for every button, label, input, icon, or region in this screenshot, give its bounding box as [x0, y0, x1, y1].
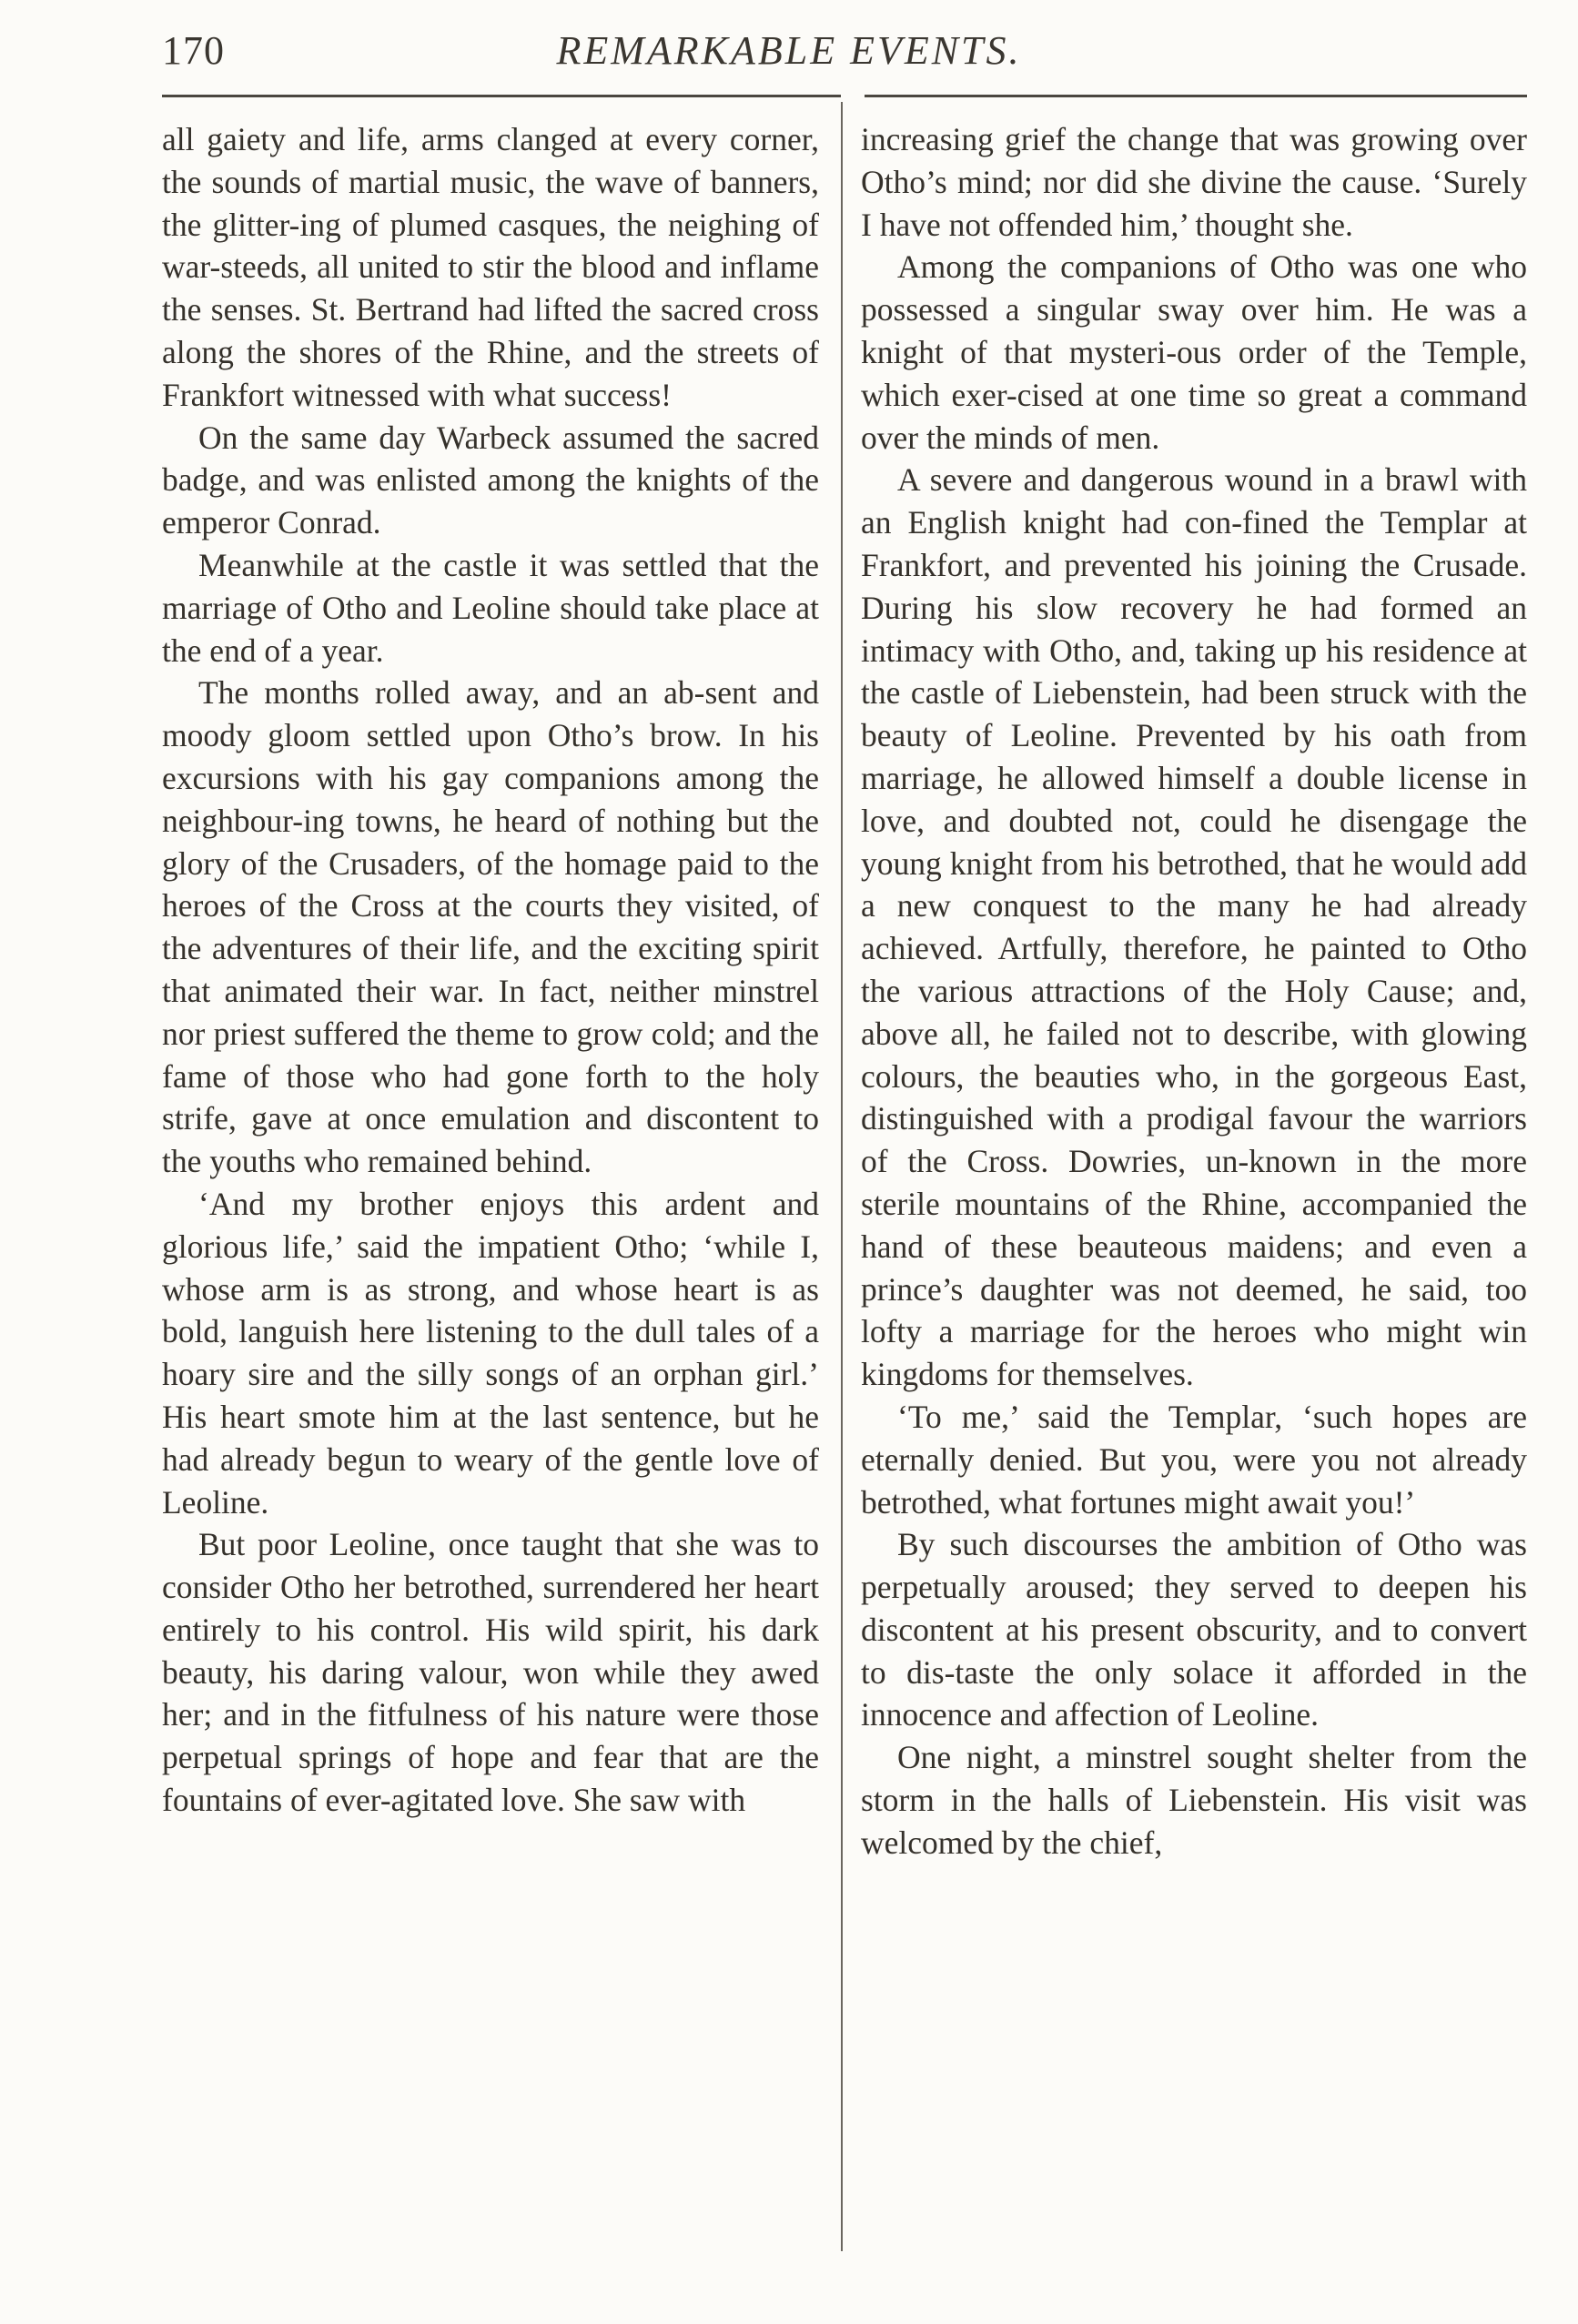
- paragraph: But poor Leoline, once taught that she was to consider Otho her betrothed, surrendered her heart entirely to his control. His wild spirit, his dark beauty, his daring valour, won while they awed her; and in the fitfulness of his nature were those perpetual springs of hope and fear that are the fountains of ever-agitated love. She saw with: [162, 1526, 819, 1819]
- paragraph: The months rolled away, and an ab-sent and moody gloom settled upon Otho’s brow. In his excursions with his gay companions among the neighbour-ing towns, he heard of nothing but the glory of the Crusaders, of the homage paid to the heroes of the Cross at the courts they visited, of the adventures of their life, and the exciting spirit that animated their war. In fact, neither minstrel nor priest suffered the theme to grow cold; and the fame of those who had gone forth to the holy strife, gave at once emulation and discontent to the youths who remained behind.: [162, 674, 819, 1180]
- paragraph: all gaiety and life, arms clanged at every corner, the sounds of martial music, the wave of banners, the glitter-ing of plumed casques, the neighing of war-steeds, all united to stir the blood and inflame the senses. St. Bertrand had lifted the sacred cross along the shores of the Rhine, and the streets of Frankfort witnessed with what success!: [162, 121, 819, 413]
- paragraph: One night, a minstrel sought shelter from the storm in the halls of Liebenstein. His visit was welcomed by the chief,: [861, 1739, 1527, 1861]
- paragraph: ‘To me,’ said the Templar, ‘such hopes are eternally denied. But you, were you not already betrothed, what fortunes might await you!’: [861, 1398, 1527, 1521]
- paragraph: Among the companions of Otho was one who possessed a singular sway over him. He was a knight of that mysteri-ous order of the Temple, which exer-cised at one time so great a command over the minds of men.: [861, 248, 1527, 456]
- column-divider: [841, 102, 843, 2251]
- header-rule-left: [162, 95, 841, 97]
- paragraph: Meanwhile at the castle it was settled that the marriage of Otho and Leoline should take place at the end of a year.: [162, 546, 819, 669]
- paragraph: On the same day Warbeck assumed the sacred badge, and was enlisted among the knights of the emperor Conrad.: [162, 419, 819, 541]
- paragraph: A severe and dangerous wound in a brawl with an English knight had con-fined the Templar at Frankfort, and prevented his joining the Crusade. During his slow recovery he had formed an intimacy with Otho, and, taking up his residence at the castle of Liebenstein, had been struck with the beauty of Leoline. Prevented by his oath from marriage, he allowed himself a double license in love, and doubted not, could he disengage the young knight from his betrothed, that he would add a new conquest to the many he had already achieved. Artfully, therefore, he painted to Otho the various attractions of the Holy Cause; and, above all, he failed not to describe, with glowing colours, the beauties who, in the gorgeous East, distinguished with a prodigal favour the warriors of the Cross. Dowries, un-known in the more sterile mountains of the Rhine, accompanied the hand of these beauteous maidens; and even a prince’s daughter was not deemed, he said, too lofty a marriage for the heroes who might win kingdoms for themselves.: [861, 461, 1527, 1393]
- running-head: REMARKABLE EVENTS.: [556, 28, 1022, 73]
- paragraph: By such discourses the ambition of Otho was perpetually aroused; they served to deepen his discontent at his present obscurity, and to convert to dis-taste the only solace it afforded in the innocence and affection of Leoline.: [861, 1526, 1527, 1733]
- paragraph: increasing grief the change that was growing over Otho’s mind; nor did she divine the cause. ‘Surely I have not offended him,’ thought she.: [861, 121, 1527, 243]
- paragraph: ‘And my brother enjoys this ardent and glorious life,’ said the impatient Otho; ‘while I, whose arm is as strong, and whose heart is as bold, languish here listening to the dull tales of a hoary sire and the silly songs of an orphan girl.’ His heart smote him at the last sentence, but he had already begun to weary of the gentle love of Leoline.: [162, 1185, 819, 1521]
- header-rule-right: [865, 95, 1527, 97]
- left-column: [162, 118, 819, 1822]
- right-column: [861, 118, 1527, 1864]
- page-number: 170: [162, 28, 225, 73]
